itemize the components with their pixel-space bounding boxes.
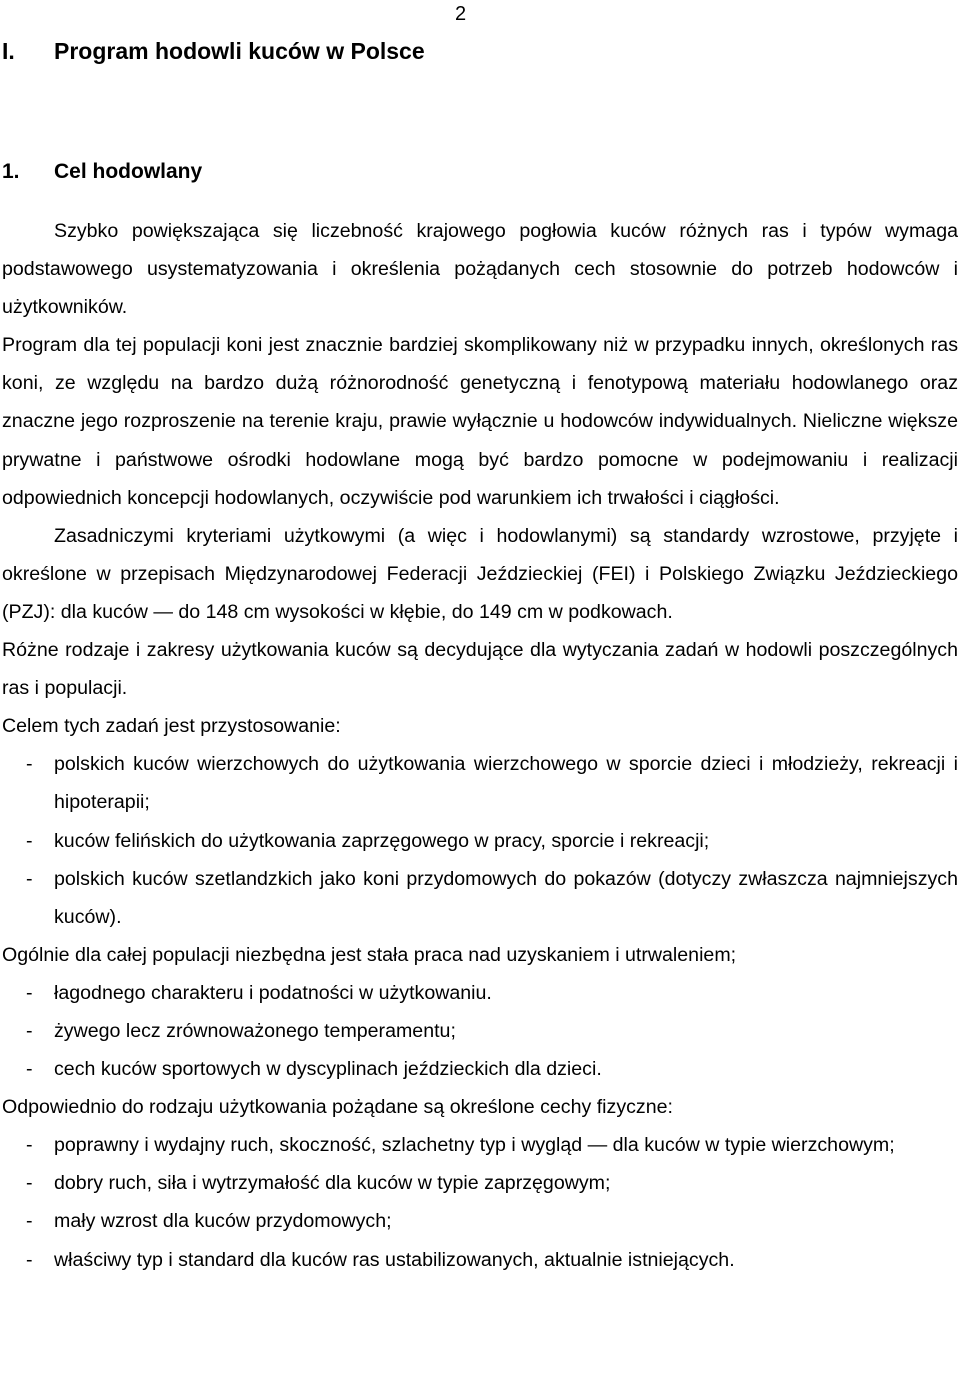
list-item: - żywego lecz zrównoważonego temperamentu; (2, 1012, 958, 1050)
paragraph-physical-intro: Odpowiednio do rodzaju użytkowania pożądane są określone cechy fizyczne: (2, 1096, 673, 1119)
page-number: 2 (455, 3, 467, 25)
list-item: - polskich kuców szetlandzkich jako koni przydomowych do pokazów (dotyczy zwłaszcza najmniejszych kuców). (2, 860, 958, 936)
paragraph-intro: Szybko powiększająca się liczebność krajowego pogłowia kuców różnych ras i typów wymaga podstawowego usystematyzowania i określenia pożądanych cech stosownie do potrzeb hodowców i użytkowników. (2, 220, 958, 319)
general-traits-list (2, 974, 958, 1088)
paragraph-height-standards: Zasadniczymi kryteriami użytkowymi (a więc i hodowlanymi) są standardy wzrostowe, przyjęte i określone w przepisach Międzynarodowej Federacji Jeździeckiej (FEI) i Polskiego Związku Jeździeckiego (PZJ): dla kuców — do 148 cm wysokości w kłębie, do 149 cm w podkowach. (2, 524, 958, 623)
list-item: - poprawny i wydajny ruch, skoczność, szlachetny typ i wygląd — dla kuców w typie wierzchowym; (2, 1126, 958, 1164)
paragraph-program-complexity: Program dla tej populacji koni jest znacznie bardziej skomplikowany niż w przypadku innych, określonych ras koni, ze względu na bardzo dużą różnorodność genetyczną i fenotypową materiału hodowlanego oraz znaczne jego rozproszenie na terenie kraju, prawie wyłącznie u hodowców indywidualnych. Nieliczne większe prywatne i państwowe ośrodki hodowlane mogą być bardzo pomocne w podejmowaniu i realizacji odpowiednich koncepcji hodowlanych, oczywiście pod warunkiem ich trwałości i ciągłości. (2, 334, 958, 509)
section-title-text: Cel hodowlany (54, 160, 203, 183)
chapter-title-text: Program hodowli kuców w Polsce (54, 38, 425, 64)
list-item: - cech kuców sportowych w dyscyplinach jeździeckich dla dzieci. (2, 1050, 958, 1088)
chapter-number: I. (2, 38, 15, 64)
list-item: - kuców felińskich do użytkowania zaprzęgowego w pracy, sporcie i rekreacji; (2, 822, 958, 860)
list-item: - łagodnego charakteru i podatności w użytkowaniu. (2, 974, 958, 1012)
paragraph-goals-intro: Celem tych zadań jest przystosowanie: (2, 715, 341, 738)
chapter-title (2, 36, 425, 66)
list-item: - dobry ruch, siła i wytrzymałość dla kuców w typie zaprzęgowym; (2, 1164, 958, 1202)
document-body (2, 212, 958, 1279)
physical-traits-list (2, 1126, 958, 1278)
list-item: - polskich kuców wierzchowych do użytkowania wierzchowego w sporcie dzieci i młodzieży, rekreacji i hipoterapii; (2, 745, 958, 821)
list-item: - mały wzrost dla kuców przydomowych; (2, 1202, 958, 1240)
paragraph-usage-types: Różne rodzaje i zakresy użytkowania kuców są decydujące dla wytyczania zadań w hodowli poszczególnych ras i populacji. (2, 639, 958, 700)
section-title (2, 158, 202, 186)
section-number: 1. (2, 160, 20, 183)
goals-list (2, 745, 958, 935)
paragraph-general-intro: Ogólnie dla całej populacji niezbędna jest stała praca nad uzyskaniem i utrwaleniem; (2, 943, 737, 966)
list-item: - właściwy typ i standard dla kuców ras ustabilizowanych, aktualnie istniejących. (2, 1241, 958, 1279)
